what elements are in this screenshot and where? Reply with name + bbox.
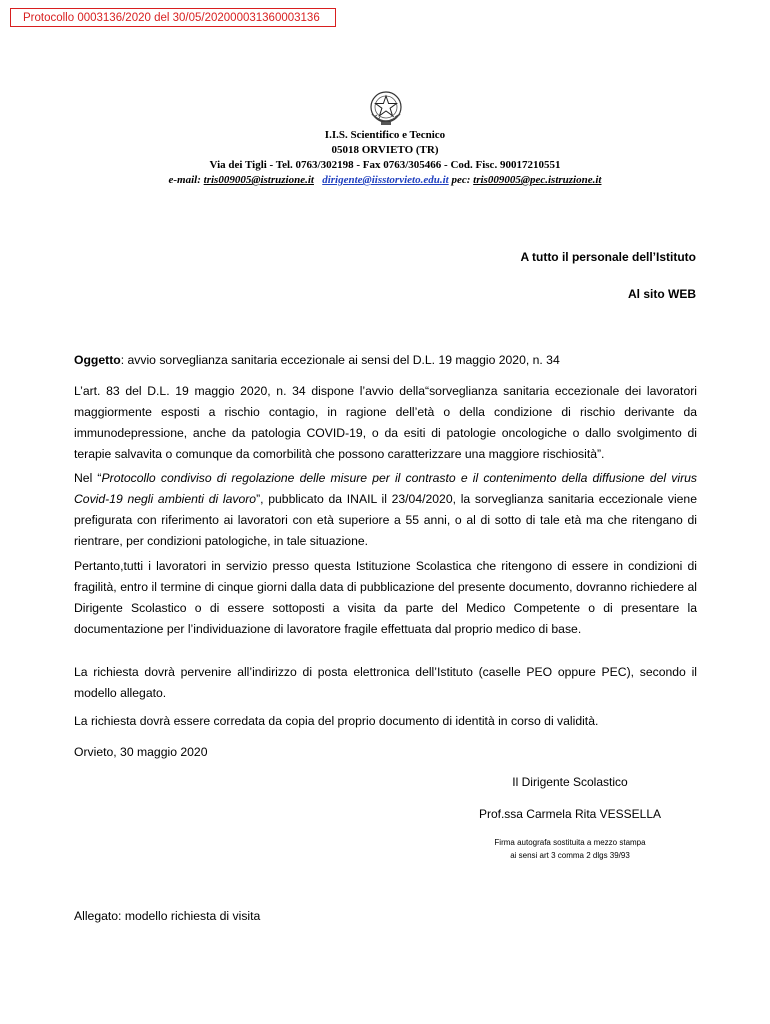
school-address: Via dei Tigli - Tel. 0763/302198 - Fax 0763/305466 - Cod. Fisc. 90017210551: [209, 159, 561, 171]
school-city: 05018 ORVIETO (TR): [331, 144, 439, 156]
signer-name: Prof.ssa Carmela Rita VESSELLA: [478, 807, 662, 821]
contact-line: [0, 173, 770, 188]
paragraph-1: [74, 381, 697, 465]
subject-line: [74, 350, 697, 371]
email-link-dirigente[interactable]: dirigente@iisstorvieto.edu.it: [322, 174, 449, 186]
signature-note: [440, 836, 700, 862]
signature-block: [440, 775, 700, 789]
italian-republic-emblem-icon: [367, 88, 405, 128]
pec-link[interactable]: tris009005@pec.istruzione.it: [473, 174, 602, 186]
paragraph-2-suffix: ”, pubblicato da INAIL il 23/04/2020, la sorveglianza sanitaria eccezionale viene prefigurata con riferimento ai lavoratori con età superiore a 55 anni, o al di sotto di tale età ma che ritengano di rientrare, per condizioni patologiche, in tale situazione.: [74, 492, 697, 548]
signature-note-line-2: ai sensi art 3 comma 2 dlgs 39/93: [510, 851, 630, 860]
paragraph-3: [74, 556, 697, 640]
email-link-istruzione[interactable]: tris009005@istruzione.it: [203, 174, 314, 186]
recipient-line-web: Al sito WEB: [628, 287, 696, 301]
subject-text: : avvio sorveglianza sanitaria eccezionale ai sensi del D.L. 19 maggio 2020, n. 34: [120, 353, 560, 367]
pec-label: pec:: [451, 174, 471, 186]
place-date: [74, 742, 697, 763]
school-header: [0, 128, 770, 188]
paragraph-2: [74, 468, 697, 552]
signer-role: Il Dirigente Scolastico: [512, 775, 628, 789]
signer-name-block: [440, 807, 700, 821]
paragraph-4: [74, 662, 697, 704]
paragraph-5-text: La richiesta dovrà essere corredata da copia del proprio documento di identità in corso di validità.: [74, 714, 599, 728]
school-name: I.I.S. Scientifico e Tecnico: [324, 129, 446, 141]
subject-label: Oggetto: [74, 353, 121, 367]
paragraph-4-text: La richiesta dovrà pervenire all’indirizzo di posta elettronica dell’Istituto (caselle PEO oppure PEC), secondo il modello allegato.: [74, 665, 697, 700]
email-label: e-mail:: [168, 174, 201, 186]
paragraph-5: [74, 711, 697, 732]
paragraph-3-text: Pertanto,tutti i lavoratori in servizio presso questa Istituzione Scolastica che ritengono di essere in condizioni di fragilità, entro il termine di cinque giorni dalla data di pubblicazione del presente documento, dovranno richiedere al Dirigente Scolastico o di essere sottoposti a visita da parte del Medico Competente o di presentare la documentazione per l’individuazione di lavoratore fragile effettuata dal proprio medico di base.: [74, 559, 697, 636]
protocol-stamp: Protocollo 0003136/2020 del 30/05/202000031360003136: [10, 8, 336, 27]
attachment-note-text: Allegato: modello richiesta di visita: [74, 909, 261, 923]
attachment-note: [74, 906, 697, 927]
protocol-title: Protocollo condiviso di regolazione delle misure per il contrasto e il contenimento della diffusione del virus Covid-19 negli ambienti di lavoro: [74, 471, 697, 506]
paragraph-2-prefix: Nel “: [74, 471, 102, 485]
recipient-line-staff: A tutto il personale dell’Istituto: [520, 250, 696, 264]
signature-note-line-1: Firma autografa sostituita a mezzo stampa: [494, 838, 646, 847]
paragraph-1-text: L’art. 83 del D.L. 19 maggio 2020, n. 34 dispone l’avvio della“sorveglianza sanitaria eccezionale dei lavoratori maggiormente esposti a rischio contagio, in ragione dell’età o della condizione di rischio derivante da immunodepressione, anche da patologia COVID-19, o da esiti di patologie oncologiche o dallo svolgimento di terapie salvavita o comunque da comorbilità che possono caratterizzare una maggiore rischiosità”.: [74, 384, 697, 461]
place-date-text: Orvieto, 30 maggio 2020: [74, 745, 208, 759]
